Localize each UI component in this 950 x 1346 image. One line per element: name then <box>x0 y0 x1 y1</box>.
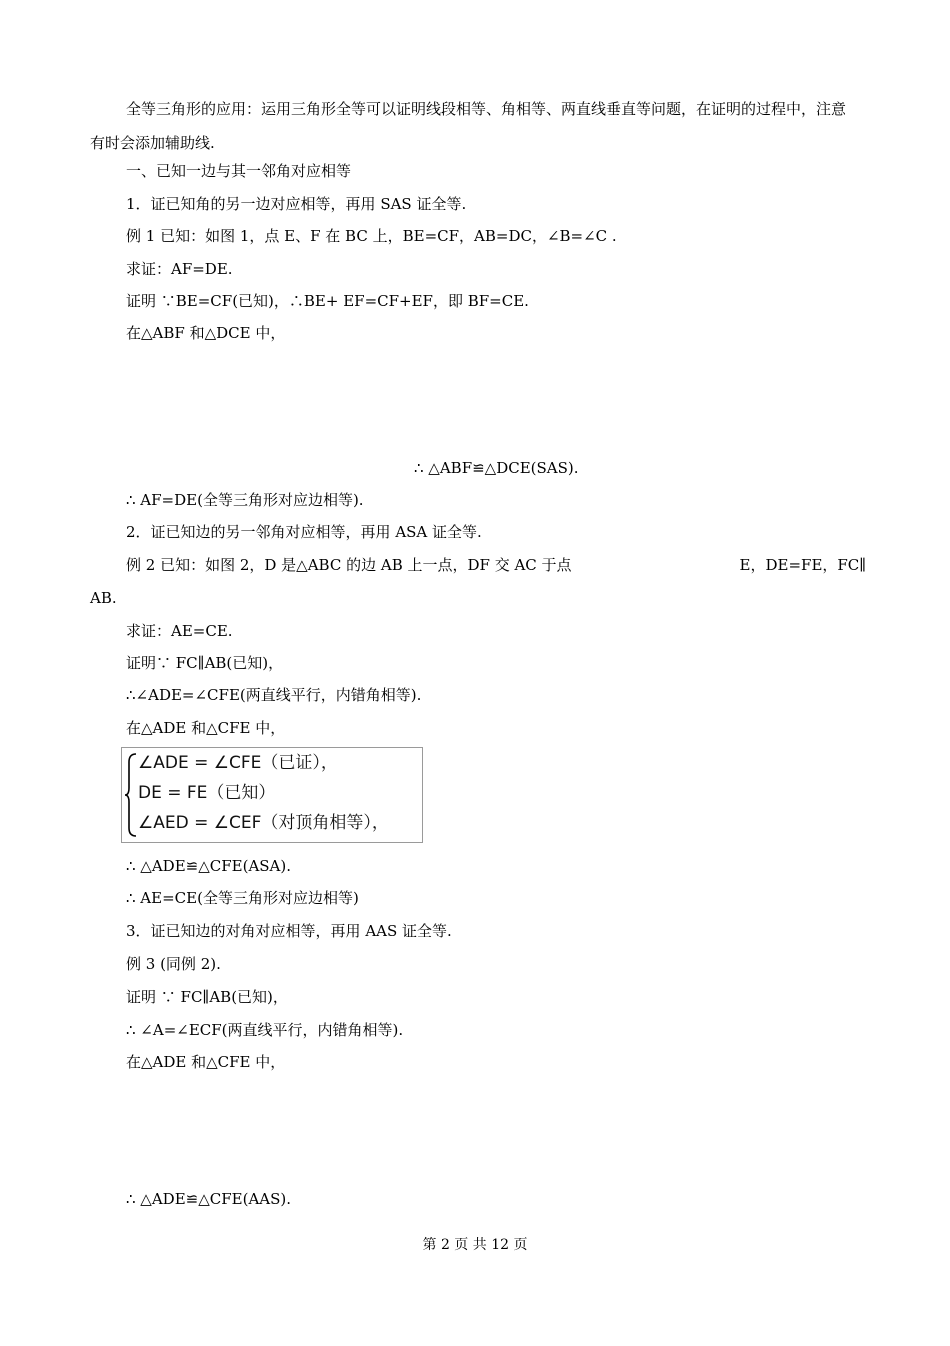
method-item-2: 2．证已知边的另一邻角对应相等，再用 ASA 证全等. <box>126 523 482 541</box>
condition-de-fe: DE = FE（已知） <box>138 783 276 803</box>
page-footer: 第 2 页 共 12 页 <box>422 1237 528 1253</box>
example-2-prove: 求证：AE=CE. <box>126 622 233 640</box>
example-1-conclusion: ∴ △ABF≌△DCE(SAS). <box>414 459 579 477</box>
example-2-result: ∴ AE=CE(全等三角形对应边相等) <box>126 889 359 907</box>
example-2-conclusion: ∴ △ADE≌△CFE(ASA). <box>126 857 292 875</box>
conditions-box <box>121 747 423 843</box>
left-brace-icon <box>124 752 138 838</box>
example-2-given-part-b: E，DE=FE，FC∥ <box>739 556 867 574</box>
example-2-given <box>126 555 866 575</box>
example-1-proof-line-2: 在△ABF 和△DCE 中， <box>126 324 286 342</box>
section-heading-1: 一、已知一边与其一邻角对应相等 <box>126 162 352 180</box>
example-2-given-part-a: 例 2 已知：如图 2，D 是△ABC 的边 AB 上一点，DF 交 AC 于点 <box>126 556 572 574</box>
condition-angle-aed-cef: ∠AED = ∠CEF（对顶角相等）， <box>138 813 389 833</box>
example-3-proof-line-1: 证明 ∵ FC∥AB(已知)， <box>126 988 288 1006</box>
example-3-title: 例 3 (同例 2). <box>126 955 221 973</box>
condition-angle-ade-cfe: ∠ADE = ∠CFE（已证）， <box>138 753 338 773</box>
example-1-prove: 求证：AF=DE. <box>126 260 233 278</box>
method-item-1: 1．证已知角的另一边对应相等，再用 SAS 证全等. <box>126 195 467 213</box>
method-item-3: 3．证已知边的对角对应相等，再用 AAS 证全等. <box>126 922 452 940</box>
example-3-proof-line-2: ∴ ∠A=∠ECF(两直线平行，内错角相等). <box>126 1021 404 1039</box>
example-2-proof-line-2: ∴∠ADE=∠CFE(两直线平行，内错角相等). <box>126 686 422 704</box>
example-1-result: ∴ AF=DE(全等三角形对应边相等). <box>126 491 364 509</box>
example-3-proof-line-3: 在△ADE 和△CFE 中， <box>126 1053 286 1071</box>
example-3-conclusion: ∴ △ADE≌△CFE(AAS). <box>126 1190 292 1208</box>
example-1-proof-line-1: 证明 ∵BE=CF(已知)，∴BE+ EF=CF+EF，即 BF=CE. <box>126 292 529 310</box>
example-2-proof-line-1: 证明∵ FC∥AB(已知)， <box>126 654 284 672</box>
example-2-proof-line-3: 在△ADE 和△CFE 中， <box>126 719 286 737</box>
example-1-given: 例 1 已知：如图 1，点 E、F 在 BC 上，BE=CF，AB=DC，∠B=∠C . <box>126 227 617 245</box>
intro-paragraph: 全等三角形的应用：运用三角形全等可以证明线段相等、角相等、两直线垂直等问题，在证明的过程中，注意有时会添加辅助线. <box>90 100 847 152</box>
example-2-given-continued: AB. <box>90 589 117 607</box>
